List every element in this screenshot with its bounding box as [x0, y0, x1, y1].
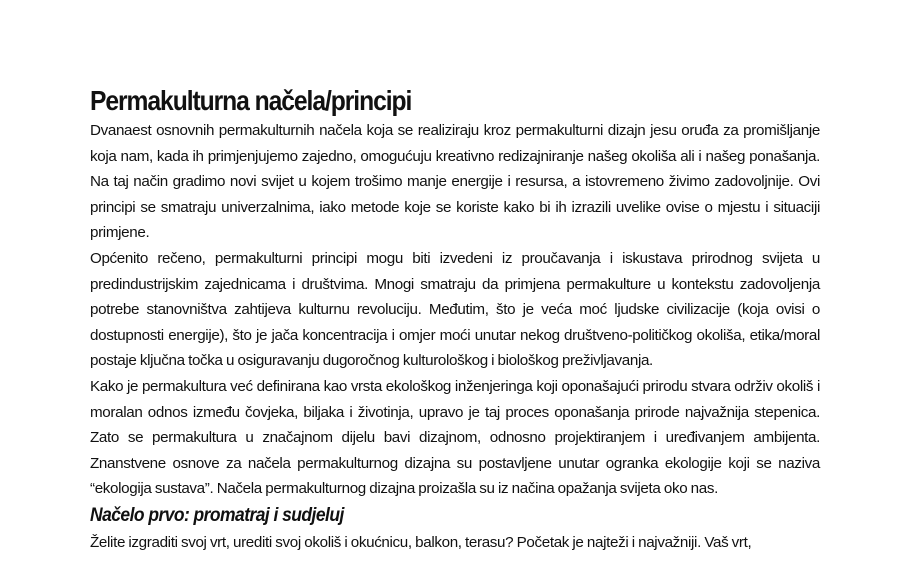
- paragraph-design: Kako je permakultura već definirana kao vrsta ekološkog inženjeringa koji oponašajući prirodu stvara održiv okoliš i moralan odnos između čovjeka, biljaka i životinja, upravo je taj proces oponašanja prirode najvažnija stepenica. Zato se permakultura u značajnom dijelu bavi dizajnom, odnosno projektiranjem i uređivanjem ambijenta. Znanstvene osnove za načela permakulturnog dizajna su postavljene unutar ogranka ekologije koji se naziva “ekologija sustava”. Načela permakulturnog dizajna proizašla su iz načina opažanja svijeta oko nas.: [90, 377, 820, 498]
- paragraph-first-principle: Želite izgraditi svoj vrt, urediti svoj okoliš i okućnicu, balkon, terasu? Početak je najteži i najvažniji. Vaš vrt,: [90, 533, 752, 551]
- section-heading: Načelo prvo: promatraj i sudjeluj: [90, 504, 344, 526]
- paragraph-intro: Dvanaest osnovnih permakulturnih načela koja se realiziraju kroz permakulturni dizajn jesu oruđa za promišljanje koja nam, kada ih primjenjujemo zajedno, omogućuju kreativno redizajniranje našeg okoliša ali i našeg ponašanja. Na taj način gradimo novi svijet u kojem trošimo manje energije i resursa, a istovremeno živimo zadovoljnije. Ovi principi se smatraju univerzalnima, iako metode koje se koriste kako bi ih izrazili uvelike ovise o mjestu i situaciji primjene.: [90, 122, 820, 242]
- paragraph-principles-origin: Općenito rečeno, permakulturni principi mogu biti izvedeni iz proučavanja i iskustava prirodnog svijeta u predindustrijskim zajednicama i društvima. Mnogi smatraju da primjena permakulture u kontekstu zadovoljenja potrebe stanovništva zahtijeva kulturnu revoluciju. Međutim, što je veća moć ljudske civilizacije (koja ovisi o dostupnosti energije), što je jača koncentracija i omjer moći unutar nekog društveno-političkog okoliša, etika/moral postaje ključna točka u osiguravanju dugoročnog kulturološkog i biološkog preživljavanja.: [90, 249, 820, 370]
- document-page: [90, 84, 820, 556]
- page-title: Permakulturna načela/principi: [90, 85, 412, 116]
